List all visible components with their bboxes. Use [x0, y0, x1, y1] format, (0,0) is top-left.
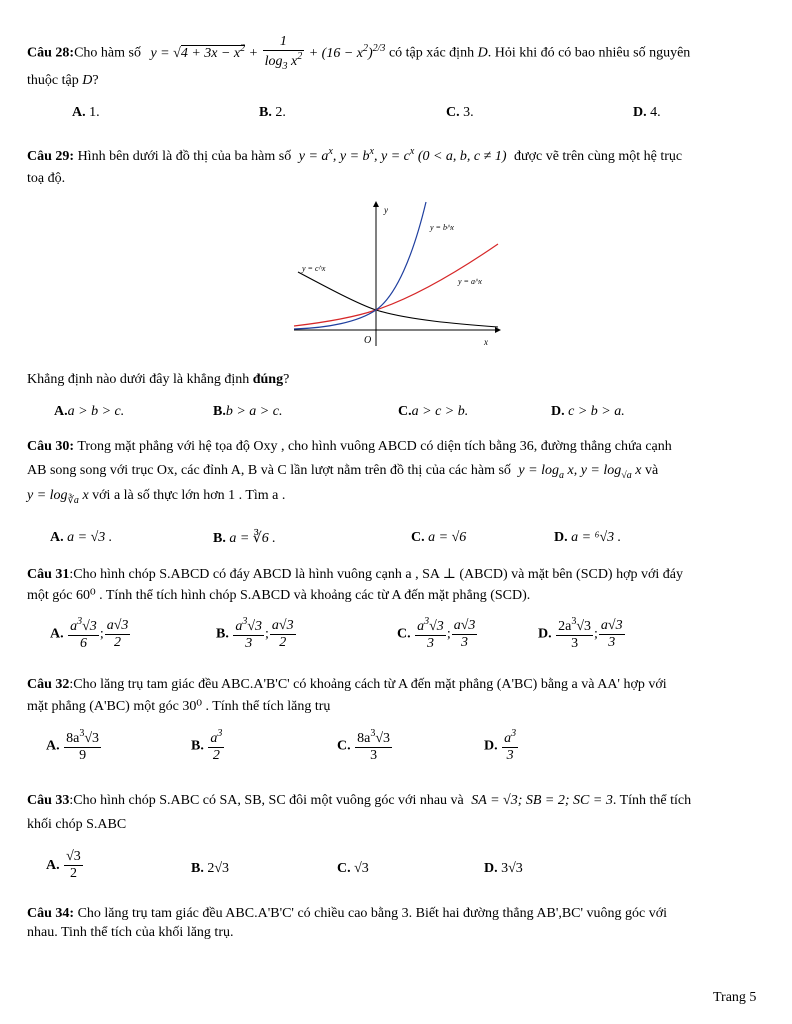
q32-line2: mặt phẳng (A'BC) một góc 30⁰ . Tính thể tích lăng trụ: [27, 699, 331, 714]
q28-option-b-text: 2.: [275, 105, 286, 120]
q30-function-3: $y = \log_{∛a} x$: [27, 488, 89, 506]
q32-option-c[interactable]: [337, 728, 393, 764]
q33-option-c-text: √3: [354, 861, 369, 876]
q28-option-b[interactable]: [259, 105, 286, 121]
q30-line3-tail: với a là số thực lớn hơn 1 . Tìm a .: [92, 488, 286, 503]
q33-option-b-letter: B.: [191, 861, 204, 876]
q29-option-a-text: a > b > c.: [67, 404, 125, 419]
q28-option-a[interactable]: [72, 105, 100, 121]
q33-line1: [27, 793, 691, 809]
q32-label: Câu 32: [27, 677, 70, 692]
q33-option-a[interactable]: [46, 849, 84, 882]
q31-option-c-letter: C.: [397, 626, 411, 642]
q29-line2: toạ độ.: [27, 171, 66, 186]
q30-option-c[interactable]: [411, 530, 466, 546]
q28-label: Câu 28:: [27, 45, 75, 61]
q31-label: Câu 31: [27, 567, 70, 582]
q31-option-d-letter: D.: [538, 626, 552, 642]
q30-option-d[interactable]: [554, 530, 621, 546]
q29-option-d[interactable]: [551, 404, 625, 420]
q28-line1: [27, 34, 690, 73]
q29-option-d-letter: D.: [551, 404, 565, 419]
q28-question: . Hỏi khi đó có bao nhiêu số nguyên: [487, 45, 691, 61]
q32-option-d[interactable]: [484, 728, 519, 764]
q28-option-c-text: 3.: [463, 105, 474, 120]
q31-option-c-frac2: $\frac{a√3}{3}$: [453, 617, 476, 650]
q33-option-d-text: 3√3: [501, 861, 523, 876]
q29-line1: [27, 146, 682, 165]
q33-option-c-letter: C.: [337, 861, 351, 876]
q32-option-a[interactable]: [46, 728, 102, 764]
q33-label: Câu 33: [27, 793, 70, 808]
q29-functions: $y = a^x$, $y = b^x$, $y = c^x$ (0 < a, b, c ≠ 1): [298, 146, 507, 164]
q32-option-b[interactable]: [191, 728, 225, 764]
q31-option-c[interactable]: C. $\frac{a^3√3}{3}$ ; $\frac{a√3}{3}$: [397, 616, 476, 652]
q28-intro: Cho hàm số: [74, 45, 141, 61]
q28-line2: [27, 73, 99, 89]
q30-label: Câu 30:: [27, 439, 75, 454]
q30-option-b-letter: B.: [213, 531, 226, 546]
q32-option-b-letter: B.: [191, 738, 204, 754]
q31-line1-text: :Cho hình chóp S.ABCD có đáy ABCD là hình vuông cạnh a , SA ⊥ (ABCD) và mặt bên (SCD) hợp với đáy: [69, 567, 684, 582]
q29-option-b[interactable]: [213, 404, 282, 420]
q32-option-c-frac: $\frac{8a^3√3}{3}$: [357, 728, 391, 764]
q28-option-d[interactable]: [633, 105, 661, 121]
q31-option-d-frac1: $\frac{2a^3√3}{3}$: [558, 616, 592, 652]
q32-line1: [27, 677, 667, 693]
q34-label: Câu 34:: [27, 906, 75, 921]
q32-option-a-frac: $\frac{8a^3√3}{9}$: [66, 728, 100, 764]
q31-option-d[interactable]: D. $\frac{2a^3√3}{3}$ ; $\frac{a√3}{3}$: [538, 616, 623, 652]
q28-option-a-letter: A.: [72, 105, 86, 120]
q29-graph: [288, 196, 504, 348]
q30-option-a[interactable]: [50, 530, 112, 546]
q33-line1-tail: . Tính thể tích: [612, 793, 692, 808]
q33-line1-text: :Cho hình chóp S.ABC có SA, SB, SC đôi một vuông góc với nhau và: [69, 793, 464, 808]
q29-prompt-end: ?: [283, 372, 290, 387]
q29-label-b: y = b^x: [430, 223, 454, 232]
q28-line2-end: ?: [92, 73, 99, 88]
q33-option-a-letter: A.: [46, 857, 60, 873]
q33-option-d-letter: D.: [484, 861, 498, 876]
q29-x-label: x: [484, 337, 488, 347]
q29-label-a: y = a^x: [458, 277, 482, 286]
q29-option-a-letter: A.: [54, 404, 68, 419]
q31-option-b-frac2: $\frac{a√3}{2}$: [271, 617, 294, 650]
q33-condition: SA = √3; SB = 2; SC = 3: [471, 793, 613, 808]
q33-option-b[interactable]: [191, 861, 229, 877]
q29-option-d-text: c > b > a.: [568, 404, 625, 419]
q31-option-a-frac1: $\frac{a^3√3}{6}$: [70, 616, 97, 652]
q29-label-c: y = c^x: [302, 264, 326, 273]
q31-option-a-letter: A.: [50, 626, 64, 642]
q33-option-d[interactable]: [484, 861, 523, 877]
q29-option-c[interactable]: [398, 404, 468, 420]
q29-option-c-text: a > c > b.: [411, 404, 469, 419]
q30-line1: [27, 439, 672, 455]
q29-prompt: [27, 372, 289, 388]
q28-line2-domain: D: [82, 73, 93, 88]
q30-option-d-letter: D.: [554, 530, 568, 545]
q28-option-d-text: 4.: [650, 105, 661, 120]
q31-option-b[interactable]: B. $\frac{a^3√3}{3}$ ; $\frac{a√3}{2}$: [216, 616, 294, 652]
q29-prompt-text: Khẳng định nào dưới đây là khẳng định: [27, 372, 250, 387]
q30-line1-text: Trong mặt phẳng với hệ tọa độ Oxy , cho hình vuông ABCD có diện tích bằng 36, đường thẳng chứa cạnh: [77, 439, 672, 454]
q29-text: Hình bên dưới là đồ thị của ba hàm số: [77, 149, 292, 164]
q32-option-c-letter: C.: [337, 738, 351, 754]
q30-line3: [27, 488, 285, 506]
q29-option-b-text: b > a > c.: [225, 404, 283, 419]
q33-line2: khối chóp S.ABC: [27, 817, 127, 832]
q32-option-b-frac: $\frac{a^3}{2}$: [210, 728, 223, 764]
q34-line1-text: Cho lăng trụ tam giác đều ABC.A'B'C' có chiều cao bằng 3. Biết hai đường thẳng AB',BC' vuông góc với: [77, 906, 668, 921]
q30-option-a-text: a = √3 .: [67, 530, 113, 545]
q30-line2-text: AB song song với trục Ox, các đỉnh A, B và C lần lượt nằm trên đồ thị của các hàm số: [27, 463, 511, 478]
q32-option-d-letter: D.: [484, 738, 498, 754]
q31-line2: một góc 60⁰ . Tính thể tích hình chóp S.ABCD và khoảng các từ A đến mặt phẳng (SCD).: [27, 588, 531, 603]
q31-line1: [27, 566, 683, 583]
q28-option-a-text: 1.: [89, 105, 100, 120]
q33-option-b-text: 2√3: [207, 861, 230, 876]
q29-origin-label: O: [364, 335, 372, 346]
q28-option-b-letter: B.: [259, 105, 272, 120]
q30-option-a-letter: A.: [50, 530, 64, 545]
q32-option-d-frac: $\frac{a^3}{3}$: [504, 728, 517, 764]
q28-line2-text: thuộc tập: [27, 73, 79, 88]
q33-option-a-frac: $\frac{√3}{2}$: [66, 849, 81, 882]
q29-option-b-letter: B.: [213, 404, 226, 419]
q29-option-c-letter: C.: [398, 404, 412, 419]
q28-tail: có tập xác định: [388, 45, 475, 61]
q34-line2: nhau. Tinh thể tích của khối lăng trụ.: [27, 925, 234, 940]
q34-line1: [27, 906, 667, 922]
q28-option-c-letter: C.: [446, 105, 460, 120]
q31-option-c-frac1: $\frac{a^3√3}{3}$: [417, 616, 444, 652]
q32-option-a-letter: A.: [46, 738, 60, 754]
q28-function: $y = √4 + 3x - x^2$ + $\frac{1}{\log_3 x^2}$ + $(16 - x^2)^{2/3}$: [150, 34, 386, 73]
q30-line2: AB song song với trục Ox, các đỉnh A, B và C lần lượt nằm trên đồ thị của các hàm số $y = \log_a x$, $y = \log_{√a} x$ và: [27, 463, 659, 481]
q33-option-c[interactable]: [337, 861, 369, 877]
q30-functions: $y = \log_a x$, $y = \log_{√a} x$: [518, 463, 642, 481]
q30-option-d-text: a = ⁶√3 .: [571, 530, 622, 545]
q30-option-c-letter: C.: [411, 530, 425, 545]
q29-tail: được vẽ trên cùng một hệ trục: [513, 149, 683, 164]
q28-domain: D: [477, 45, 488, 61]
q28-option-d-letter: D.: [633, 105, 647, 120]
q32-line1-text: :Cho lăng trụ tam giác đều ABC.A'B'C' có khoảng cách từ A đến mặt phẳng (A'BC) bằng a và AA' hợp với: [69, 677, 667, 692]
q29-y-label: y: [384, 205, 388, 215]
q31-option-b-frac1: $\frac{a^3√3}{3}$: [235, 616, 263, 652]
q30-option-b[interactable]: [213, 530, 276, 547]
q29-option-a[interactable]: [54, 404, 124, 420]
q31-option-a-frac2: $\frac{a√3}{2}$: [106, 617, 129, 650]
q31-option-b-letter: B.: [216, 626, 229, 642]
q28-option-c[interactable]: [446, 105, 474, 121]
q30-option-c-text: a = √6: [428, 530, 467, 545]
q31-option-d-frac2: $\frac{a√3}{3}$: [600, 617, 623, 650]
page-number: Trang 5: [713, 990, 757, 1005]
q29-label: Câu 29:: [27, 149, 75, 164]
q31-option-a[interactable]: A. $\frac{a^3√3}{6}$ ; $\frac{a√3}{2}$: [50, 616, 129, 652]
q30-option-b-text: a = ∛6 .: [229, 531, 276, 546]
q29-prompt-bold: đúng: [252, 372, 284, 387]
